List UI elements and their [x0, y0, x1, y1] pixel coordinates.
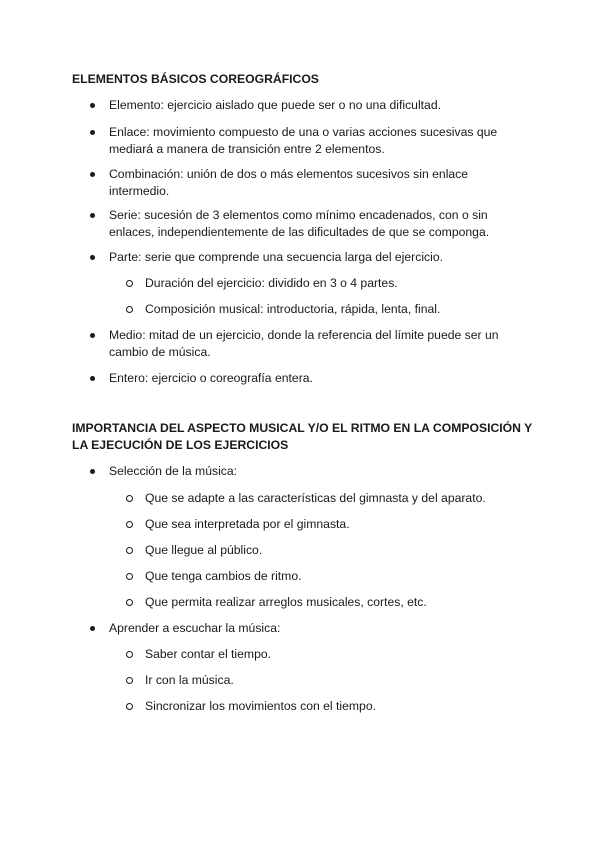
sublist-item-duracion: Duración del ejercicio: dividido en 3 o 4 partes.	[145, 275, 535, 292]
bullet-icon	[90, 376, 95, 381]
section-heading-elementos: ELEMENTOS BÁSICOS COREOGRÁFICOS	[72, 72, 319, 86]
sublist-item-contar: Saber contar el tiempo.	[145, 646, 535, 663]
bullet-icon	[90, 255, 95, 260]
sublist-item-ir: Ir con la música.	[145, 672, 535, 689]
hollow-bullet-icon	[126, 521, 133, 528]
hollow-bullet-icon	[126, 306, 133, 313]
list-item-seleccion: Selección de la música:	[109, 463, 529, 480]
sublist-item-arreglos: Que permita realizar arreglos musicales, cortes, etc.	[145, 594, 535, 611]
sublist-item-sincronizar: Sincronizar los movimientos con el tiempo.	[145, 698, 535, 715]
hollow-bullet-icon	[126, 495, 133, 502]
hollow-bullet-icon	[126, 651, 133, 658]
sublist-item-interpretada: Que sea interpretada por el gimnasta.	[145, 516, 535, 533]
hollow-bullet-icon	[126, 703, 133, 710]
list-item-entero: Entero: ejercicio o coreografía entera.	[109, 370, 529, 387]
bullet-icon	[90, 130, 95, 135]
bullet-icon	[90, 626, 95, 631]
hollow-bullet-icon	[126, 573, 133, 580]
bullet-icon	[90, 333, 95, 338]
list-item-serie: Serie: sucesión de 3 elementos como mínimo encadenados, con o sin enlaces, independientemente de las dificultades de que se componga.	[109, 207, 529, 241]
bullet-icon	[90, 172, 95, 177]
hollow-bullet-icon	[126, 599, 133, 606]
hollow-bullet-icon	[126, 547, 133, 554]
list-item-parte: Parte: serie que comprende una secuencia larga del ejercicio.	[109, 249, 529, 266]
sublist-item-publico: Que llegue al público.	[145, 542, 535, 559]
bullet-icon	[90, 469, 95, 474]
sublist-item-ritmo: Que tenga cambios de ritmo.	[145, 568, 535, 585]
hollow-bullet-icon	[126, 280, 133, 287]
sublist-item-composicion: Composición musical: introductoria, rápida, lenta, final.	[145, 301, 535, 318]
list-item-escuchar: Aprender a escuchar la música:	[109, 620, 529, 637]
list-item-medio: Medio: mitad de un ejercicio, donde la referencia del límite puede ser un cambio de música.	[109, 327, 529, 361]
section-heading-importancia: IMPORTANCIA DEL ASPECTO MUSICAL Y/O EL RITMO EN LA COMPOSICIÓN Y LA EJECUCIÓN DE LOS EJERCICIOS	[72, 421, 533, 452]
list-item-combinacion: Combinación: unión de dos o más elementos sucesivos sin enlace intermedio.	[109, 166, 529, 200]
list-item-enlace: Enlace: movimiento compuesto de una o varias acciones sucesivas que mediará a manera de transición entre 2 elementos.	[109, 124, 529, 158]
bullet-icon	[90, 213, 95, 218]
bullet-icon	[90, 103, 95, 108]
hollow-bullet-icon	[126, 677, 133, 684]
sublist-item-adapte: Que se adapte a las características del gimnasta y del aparato.	[145, 490, 535, 507]
list-item-elemento: Elemento: ejercicio aislado que puede ser o no una dificultad.	[109, 97, 529, 114]
